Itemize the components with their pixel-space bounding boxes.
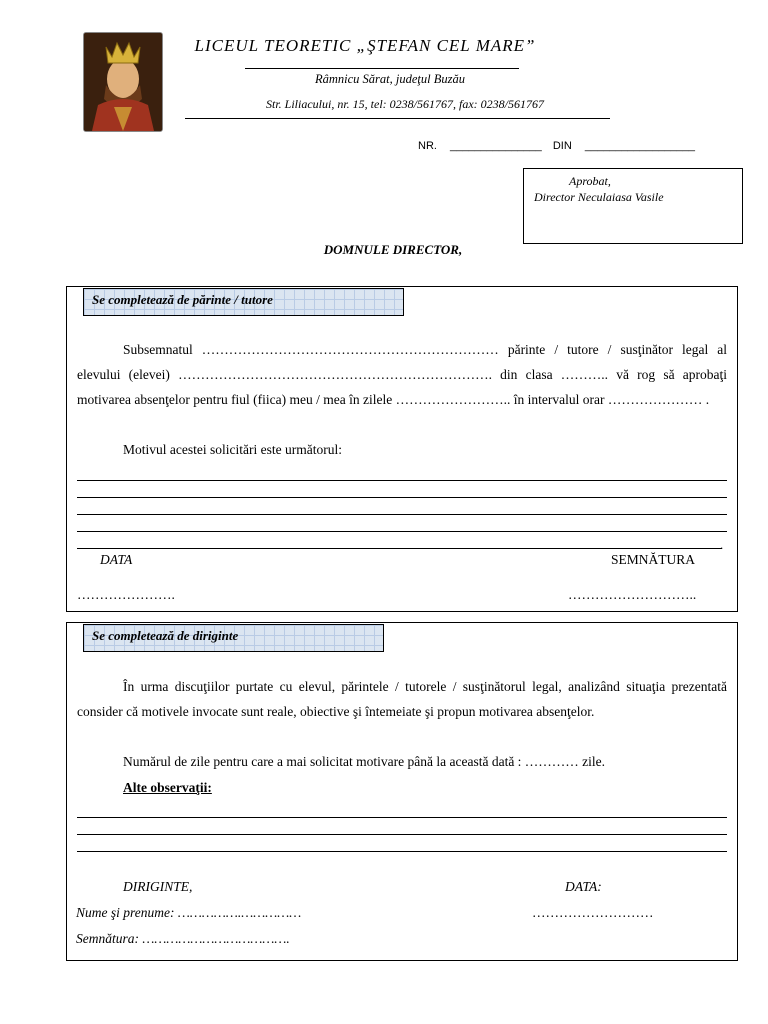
parent-signature-field[interactable]: ……………………….. (568, 587, 697, 602)
teacher-section-tab: Se completează de diriginte (83, 624, 384, 652)
portrait-icon (84, 33, 162, 131)
reason-line[interactable] (77, 514, 727, 515)
parent-date-label: DATA (100, 552, 133, 567)
parent-request-text-1[interactable]: Subsemnatul ………………………………………………………… părinte / tutore / susţinător legal al elevului (elevei) ……………………………………………………………. din clasa ……….. (77, 342, 727, 382)
reason-line[interactable] (77, 480, 727, 481)
observations-line[interactable] (77, 817, 727, 818)
din-field[interactable]: __________________ (584, 140, 695, 152)
registration-row (418, 140, 695, 152)
header-divider (185, 118, 610, 119)
reason-line[interactable] (77, 497, 727, 498)
school-name: LICEUL TEORETIC „ŞTEFAN CEL MARE” (194, 36, 536, 55)
teacher-date-field[interactable]: ……………………… (532, 905, 654, 920)
reason-line-end: . (720, 537, 724, 552)
teacher-label: DIRIGINTE, (123, 879, 193, 894)
observations-line[interactable] (77, 834, 727, 835)
teacher-name-field[interactable]: Nume şi prenume: …………….…………… (76, 905, 302, 920)
parent-section-tab: Se completează de părinte / tutore (83, 288, 404, 316)
school-street: Str. Liliacului, nr. 15, tel: 0238/561767, fax: 0238/561767 (266, 97, 544, 111)
teacher-section (66, 622, 738, 961)
header-divider (245, 68, 519, 69)
school-city: Râmnicu Sărat, judeţul Buzău (315, 72, 465, 86)
school-logo-portrait (83, 32, 163, 132)
parent-signature-label: SEMNĂTURA (611, 552, 696, 567)
din-label: DIN (552, 140, 572, 152)
reason-line[interactable] (77, 531, 727, 532)
parent-request-text-2[interactable]: vă rog să aprobaţi motivarea absenţelor pentru fiul (fiica) meu / mea în zilele …………………….. în intervalul orar ………………… . (77, 367, 728, 407)
reason-prompt: Motivul acestei solicitări este următorul: (123, 442, 342, 457)
parent-request-paragraph (77, 337, 727, 412)
teacher-signature-field[interactable]: Semnătura: ………………………………. (76, 931, 290, 946)
nr-label: NR. (418, 140, 437, 152)
days-requested-text[interactable]: Numărul de zile pentru care a mai solicitat motivare până la această dată : ………… zile. (123, 754, 606, 769)
parent-section (66, 286, 738, 612)
reason-line[interactable] (77, 548, 722, 549)
page-title: DOMNULE DIRECTOR, (323, 242, 463, 257)
parent-date-field[interactable]: …………………. (77, 587, 175, 602)
approval-line1: Aprobat, (569, 174, 611, 188)
observations-line[interactable] (77, 851, 727, 852)
teacher-date-label: DATA: (565, 879, 602, 894)
approval-director: Director Neculaiasa Vasile (534, 190, 664, 204)
approval-box (523, 168, 743, 244)
observations-label: Alte observaţii: (123, 780, 212, 795)
teacher-assessment-text: În urma discuţiilor purtate cu elevul, părintele / tutorele / susţinătorul legal, analizând situaţia prezentată consider că motivele invocate sunt reale, obiective şi întemeiate şi propun motivarea absenţelor. (77, 679, 727, 719)
nr-field[interactable]: _______________ (450, 140, 542, 152)
